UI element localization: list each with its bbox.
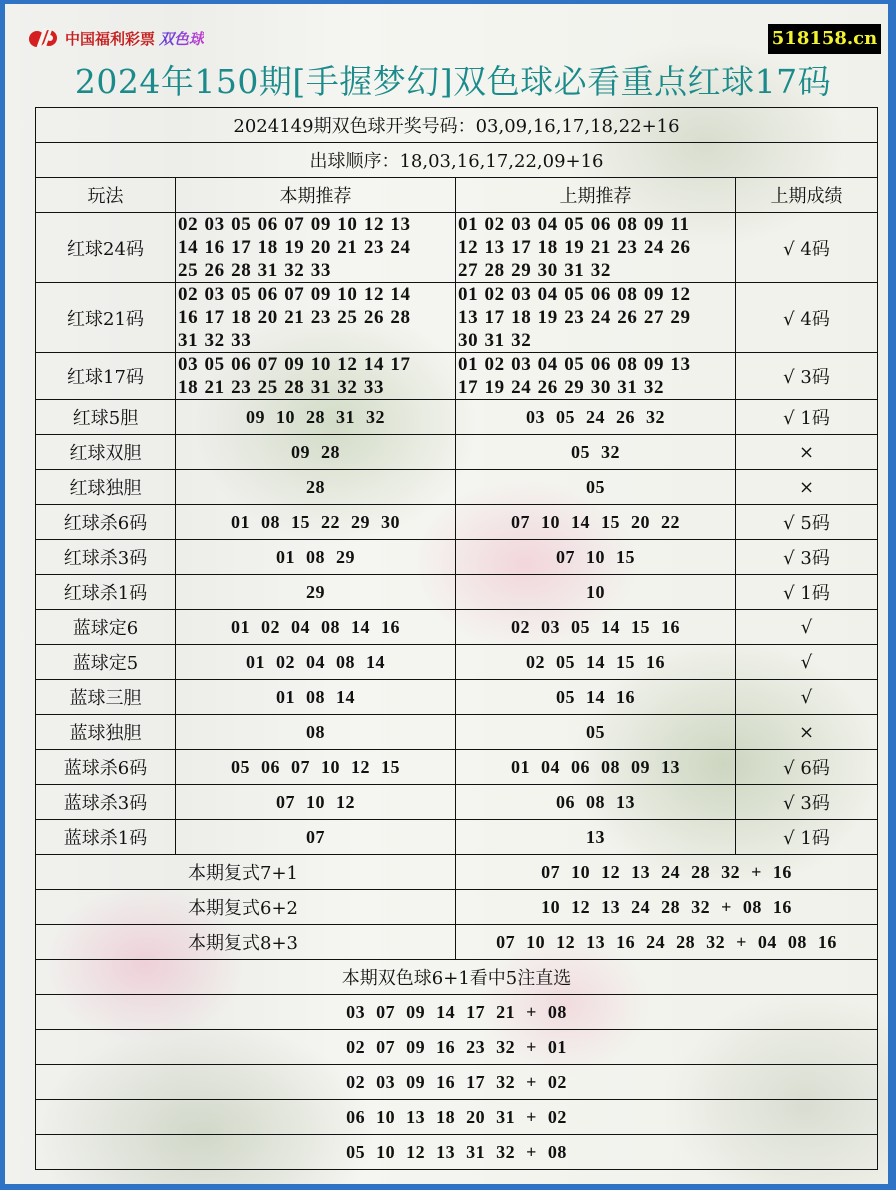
current-numbers bbox=[176, 283, 456, 353]
column-header-current: 本期推荐 bbox=[176, 178, 456, 213]
previous-result: √ 1码 bbox=[736, 400, 878, 435]
play-label: 蓝球定6 bbox=[36, 610, 176, 645]
previous-numbers: 10 bbox=[456, 575, 736, 610]
winning-numbers: 2024149期双色球开奖号码：03,09,16,17,18,22+16 bbox=[36, 108, 878, 143]
table-row bbox=[36, 213, 878, 283]
previous-result: × bbox=[736, 470, 878, 505]
previous-numbers bbox=[456, 213, 736, 283]
play-label: 红球独胆 bbox=[36, 470, 176, 505]
current-numbers bbox=[176, 353, 456, 400]
number-line: 14 16 17 18 19 20 21 23 24 bbox=[178, 237, 411, 258]
current-numbers: 07 bbox=[176, 820, 456, 855]
previous-result: × bbox=[736, 715, 878, 750]
table-row bbox=[36, 645, 878, 680]
previous-numbers: 05 bbox=[456, 470, 736, 505]
number-line: 12 13 17 18 19 21 23 24 26 bbox=[458, 237, 691, 258]
logo-brand-text: 双色球 bbox=[159, 29, 205, 48]
table-row bbox=[36, 785, 878, 820]
current-numbers: 08 bbox=[176, 715, 456, 750]
compound-label: 本期复式7+1 bbox=[36, 855, 456, 890]
compound-row bbox=[36, 855, 878, 890]
previous-result: √ bbox=[736, 645, 878, 680]
compound-numbers: 10 12 13 24 28 32 + 08 16 bbox=[456, 890, 878, 925]
compound-label: 本期复式6+2 bbox=[36, 890, 456, 925]
table-row bbox=[36, 610, 878, 645]
previous-result: √ 3码 bbox=[736, 785, 878, 820]
play-label: 红球双胆 bbox=[36, 435, 176, 470]
previous-result: √ bbox=[736, 610, 878, 645]
previous-result: √ 6码 bbox=[736, 750, 878, 785]
table-row bbox=[36, 575, 878, 610]
draw-order: 出球顺序：18,03,16,17,22,09+16 bbox=[36, 143, 878, 178]
table-row bbox=[36, 680, 878, 715]
picks-title: 本期双色球6+1看中5注直选 bbox=[36, 960, 878, 995]
current-numbers bbox=[176, 213, 456, 283]
current-numbers: 07 10 12 bbox=[176, 785, 456, 820]
table-row bbox=[36, 400, 878, 435]
play-label: 蓝球独胆 bbox=[36, 715, 176, 750]
number-line: 01 02 03 04 05 06 08 09 13 bbox=[458, 354, 691, 375]
previous-numbers bbox=[456, 353, 736, 400]
previous-numbers: 05 bbox=[456, 715, 736, 750]
prediction-table bbox=[35, 107, 878, 1170]
current-numbers: 28 bbox=[176, 470, 456, 505]
compound-row bbox=[36, 890, 878, 925]
table-header-row bbox=[36, 178, 878, 213]
column-header-result: 上期成绩 bbox=[736, 178, 878, 213]
pick-row bbox=[36, 1100, 878, 1135]
table-row bbox=[36, 540, 878, 575]
compound-numbers: 07 10 12 13 24 28 32 + 16 bbox=[456, 855, 878, 890]
previous-numbers: 07 10 15 bbox=[456, 540, 736, 575]
previous-numbers: 05 32 bbox=[456, 435, 736, 470]
welfare-lottery-logo-icon bbox=[25, 26, 61, 50]
number-line: 02 03 05 06 07 09 10 12 13 bbox=[178, 214, 411, 235]
current-numbers: 01 08 29 bbox=[176, 540, 456, 575]
pick-numbers: 03 07 09 14 17 21 + 08 bbox=[36, 995, 878, 1030]
pick-row bbox=[36, 1030, 878, 1065]
table-row bbox=[36, 353, 878, 400]
winning-numbers-row bbox=[36, 108, 878, 143]
compound-row bbox=[36, 925, 878, 960]
previous-numbers: 13 bbox=[456, 820, 736, 855]
previous-result: × bbox=[736, 435, 878, 470]
play-label: 蓝球三胆 bbox=[36, 680, 176, 715]
number-line: 02 03 05 06 07 09 10 12 14 bbox=[178, 284, 411, 305]
logo-text: 中国福利彩票 bbox=[65, 29, 156, 48]
play-label: 蓝球杀1码 bbox=[36, 820, 176, 855]
table-row bbox=[36, 820, 878, 855]
number-line: 27 28 29 30 31 32 bbox=[458, 260, 611, 281]
previous-result: √ bbox=[736, 680, 878, 715]
previous-numbers: 01 04 06 08 09 13 bbox=[456, 750, 736, 785]
pick-numbers: 06 10 13 18 20 31 + 02 bbox=[36, 1100, 878, 1135]
previous-result: √ 1码 bbox=[736, 575, 878, 610]
play-label: 蓝球杀6码 bbox=[36, 750, 176, 785]
pick-row bbox=[36, 1065, 878, 1100]
previous-numbers: 06 08 13 bbox=[456, 785, 736, 820]
play-label: 蓝球定5 bbox=[36, 645, 176, 680]
current-numbers: 09 28 bbox=[176, 435, 456, 470]
number-line: 31 32 33 bbox=[178, 330, 252, 351]
previous-result: √ 3码 bbox=[736, 540, 878, 575]
number-line: 30 31 32 bbox=[458, 330, 532, 351]
previous-numbers: 02 05 14 15 16 bbox=[456, 645, 736, 680]
current-numbers: 05 06 07 10 12 15 bbox=[176, 750, 456, 785]
number-line: 16 17 18 20 21 23 25 26 28 bbox=[178, 307, 411, 328]
picks-title-row bbox=[36, 960, 878, 995]
previous-numbers: 02 03 05 14 15 16 bbox=[456, 610, 736, 645]
table-row bbox=[36, 435, 878, 470]
play-label: 红球24码 bbox=[36, 213, 176, 283]
play-label: 红球杀1码 bbox=[36, 575, 176, 610]
current-numbers: 29 bbox=[176, 575, 456, 610]
pick-numbers: 05 10 12 13 31 32 + 08 bbox=[36, 1135, 878, 1170]
lottery-logo bbox=[25, 26, 204, 50]
table-row bbox=[36, 470, 878, 505]
column-header-previous: 上期推荐 bbox=[456, 178, 736, 213]
compound-numbers: 07 10 12 13 16 24 28 32 + 04 08 16 bbox=[456, 925, 878, 960]
table-row bbox=[36, 505, 878, 540]
current-numbers: 01 08 14 bbox=[176, 680, 456, 715]
play-label: 红球5胆 bbox=[36, 400, 176, 435]
previous-numbers: 07 10 14 15 20 22 bbox=[456, 505, 736, 540]
number-line: 01 02 03 04 05 06 08 09 12 bbox=[458, 284, 691, 305]
previous-numbers: 05 14 16 bbox=[456, 680, 736, 715]
number-line: 01 02 03 04 05 06 08 09 11 bbox=[458, 214, 690, 235]
play-label: 红球杀6码 bbox=[36, 505, 176, 540]
column-header-play: 玩法 bbox=[36, 178, 176, 213]
table-row bbox=[36, 283, 878, 353]
number-line: 18 21 23 25 28 31 32 33 bbox=[178, 377, 385, 398]
site-badge[interactable]: 518158.cn bbox=[768, 24, 881, 54]
pick-row bbox=[36, 1135, 878, 1170]
pick-numbers: 02 07 09 16 23 32 + 01 bbox=[36, 1030, 878, 1065]
previous-result: √ 3码 bbox=[736, 353, 878, 400]
number-line: 25 26 28 31 32 33 bbox=[178, 260, 331, 281]
play-label: 红球21码 bbox=[36, 283, 176, 353]
previous-result: √ 4码 bbox=[736, 213, 878, 283]
current-numbers: 01 08 15 22 29 30 bbox=[176, 505, 456, 540]
previous-numbers: 03 05 24 26 32 bbox=[456, 400, 736, 435]
play-label: 红球杀3码 bbox=[36, 540, 176, 575]
previous-result: √ 4码 bbox=[736, 283, 878, 353]
current-numbers: 01 02 04 08 14 16 bbox=[176, 610, 456, 645]
page-title: 2024年150期[手握梦幻]双色球必看重点红球17码 bbox=[74, 62, 832, 101]
table-row bbox=[36, 715, 878, 750]
play-label: 蓝球杀3码 bbox=[36, 785, 176, 820]
previous-result: √ 5码 bbox=[736, 505, 878, 540]
compound-label: 本期复式8+3 bbox=[36, 925, 456, 960]
previous-numbers bbox=[456, 283, 736, 353]
current-numbers: 09 10 28 31 32 bbox=[176, 400, 456, 435]
number-line: 03 05 06 07 09 10 12 14 17 bbox=[178, 354, 411, 375]
play-label: 红球17码 bbox=[36, 353, 176, 400]
previous-result: √ 1码 bbox=[736, 820, 878, 855]
pick-numbers: 02 03 09 16 17 32 + 02 bbox=[36, 1065, 878, 1100]
draw-order-row bbox=[36, 143, 878, 178]
number-line: 13 17 18 19 23 24 26 27 29 bbox=[458, 307, 691, 328]
number-line: 17 19 24 26 29 30 31 32 bbox=[458, 377, 665, 398]
table-row bbox=[36, 750, 878, 785]
current-numbers: 01 02 04 08 14 bbox=[176, 645, 456, 680]
pick-row bbox=[36, 995, 878, 1030]
